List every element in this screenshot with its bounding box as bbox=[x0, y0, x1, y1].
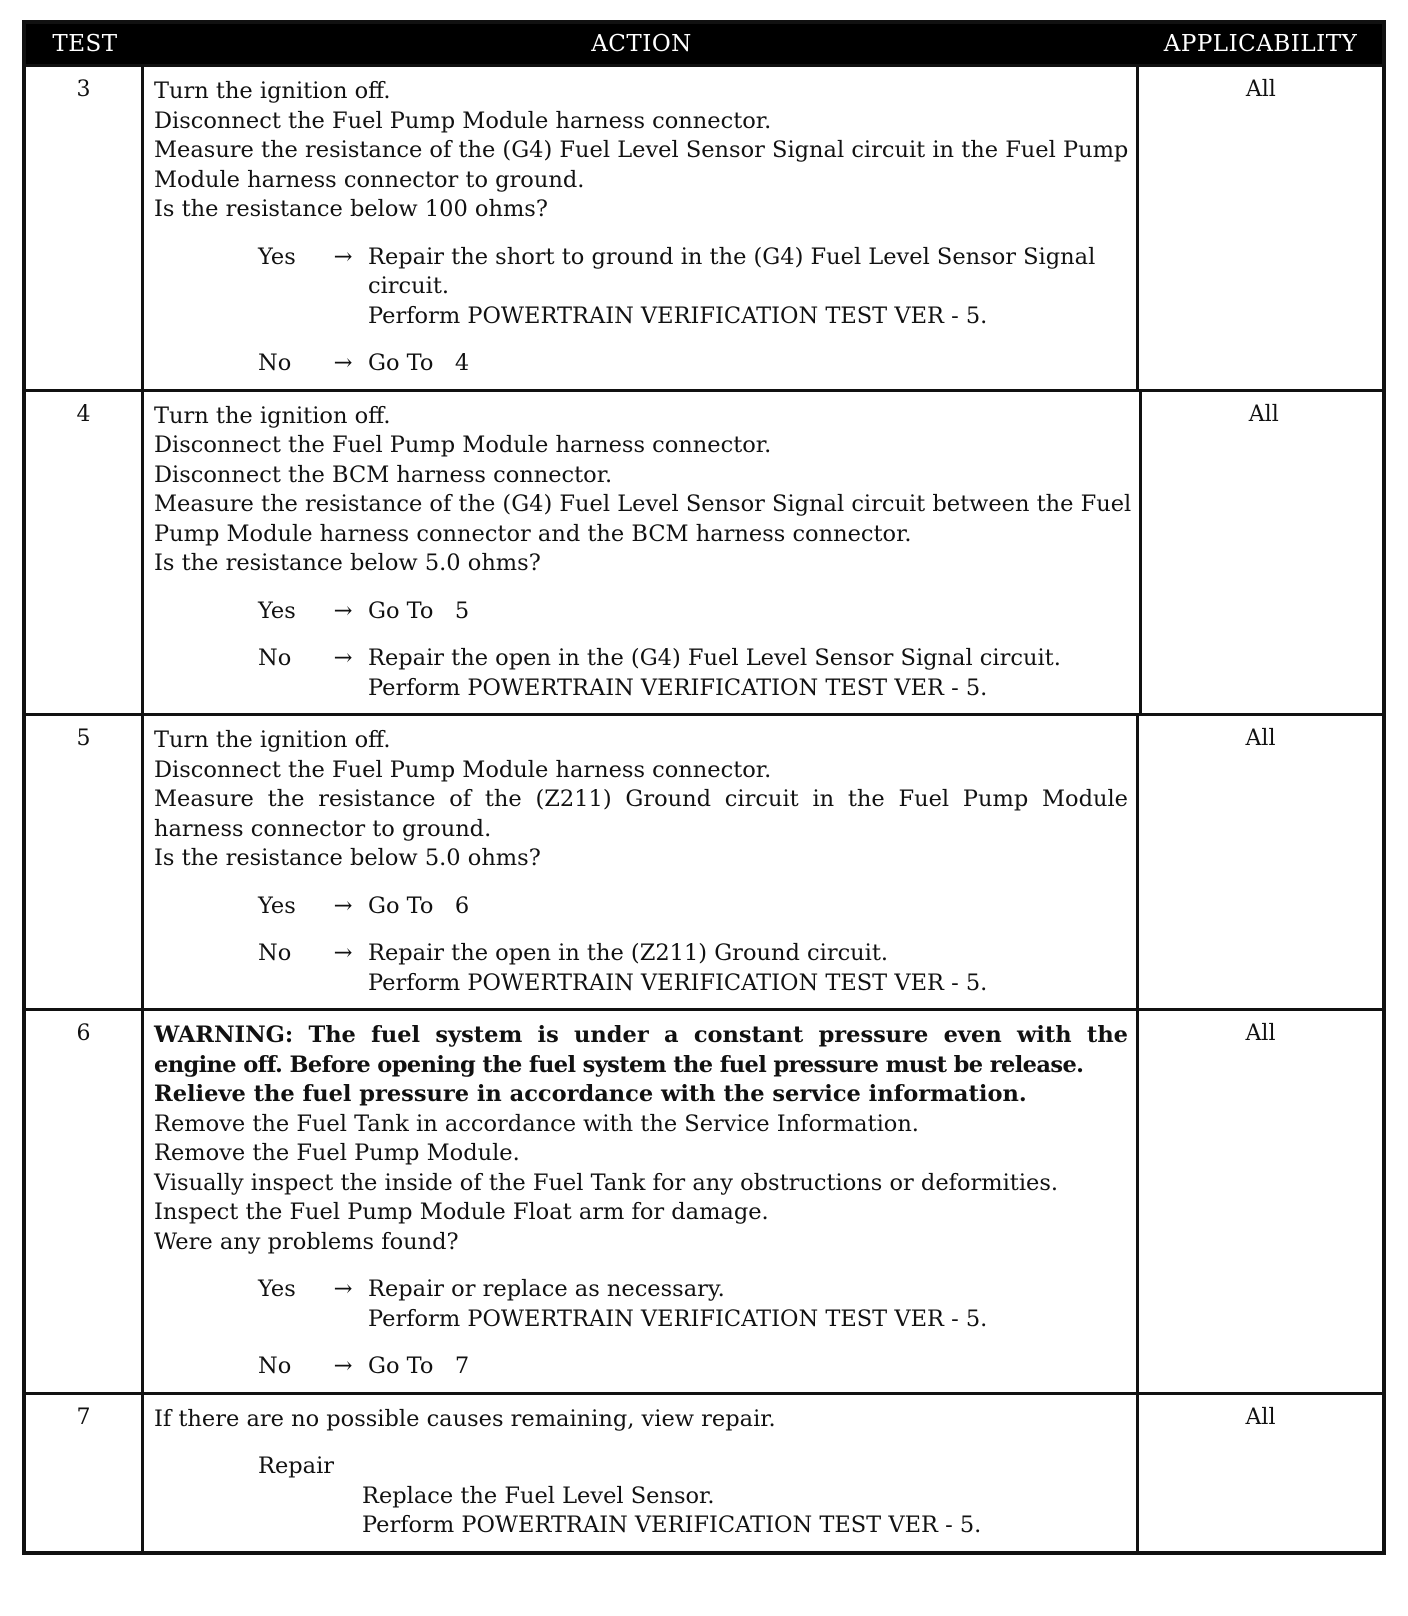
applicability-cell: All bbox=[1248, 401, 1279, 427]
table-row-test-5 bbox=[26, 713, 1382, 1008]
warning-line: WARNING: The fuel system is under a constant pressure even with the bbox=[154, 1022, 1128, 1048]
action-question: Is the resistance below 100 ohms? bbox=[154, 196, 548, 222]
table-row-test-3 bbox=[26, 64, 1382, 389]
arrow-icon: → bbox=[333, 940, 353, 966]
yes-branch bbox=[154, 243, 1128, 332]
test-number: 7 bbox=[26, 1395, 144, 1551]
table-header bbox=[26, 24, 1382, 64]
yes-label: Yes bbox=[258, 892, 296, 919]
result-line: Go To 5 bbox=[368, 597, 470, 624]
yes-branch bbox=[154, 892, 1128, 922]
action-line: Turn the ignition off. bbox=[154, 402, 391, 429]
action-line: Remove the Fuel Pump Module. bbox=[154, 1140, 520, 1166]
no-result bbox=[368, 644, 1131, 703]
table-row-test-4 bbox=[26, 389, 1382, 714]
header-applicability: APPLICABILITY bbox=[1163, 31, 1358, 57]
no-branch bbox=[154, 1352, 1128, 1382]
action-cell bbox=[144, 1011, 1139, 1392]
arrow-icon: → bbox=[333, 892, 353, 919]
table-row-test-7 bbox=[26, 1392, 1382, 1551]
arrow-icon: → bbox=[333, 243, 353, 270]
result-line: circuit. bbox=[368, 273, 450, 299]
test-number: 4 bbox=[26, 392, 144, 714]
action-line: Inspect the Fuel Pump Module Float arm for damage. bbox=[154, 1199, 769, 1225]
yes-result bbox=[368, 1275, 1128, 1334]
applicability-cell: All bbox=[1245, 1021, 1276, 1046]
result-line: Repair the open in the (G4) Fuel Level Sensor Signal circuit. bbox=[368, 645, 1061, 671]
action-line: Remove the Fuel Tank in accordance with the Service Information. bbox=[154, 1110, 919, 1137]
table-row-test-6 bbox=[26, 1008, 1382, 1392]
test-number: 3 bbox=[26, 67, 144, 389]
no-branch bbox=[154, 939, 1128, 998]
action-cell bbox=[144, 716, 1139, 1008]
no-label: No bbox=[258, 645, 292, 671]
action-cell bbox=[144, 392, 1142, 714]
repair-result bbox=[362, 1482, 1128, 1541]
applicability-cell: All bbox=[1245, 77, 1276, 102]
arrow-icon: → bbox=[333, 1276, 353, 1302]
result-line: Repair the short to ground in the (G4) Fuel Level Sensor Signal bbox=[368, 243, 1096, 270]
no-label: No bbox=[258, 1353, 292, 1379]
result-line: Go To 6 bbox=[368, 892, 470, 919]
result-line: Perform POWERTRAIN VERIFICATION TEST VER - 5. bbox=[368, 1305, 988, 1332]
action-line: Turn the ignition off. bbox=[154, 727, 391, 753]
result-line: Perform POWERTRAIN VERIFICATION TEST VER - 5. bbox=[362, 1512, 982, 1538]
result-line: Go To 7 bbox=[368, 1353, 470, 1379]
applicability-cell: All bbox=[1245, 726, 1276, 751]
no-result bbox=[368, 939, 1128, 998]
yes-branch bbox=[154, 1275, 1128, 1334]
action-line: Measure the resistance of the (Z211) Ground circuit in the Fuel Pump Module bbox=[154, 786, 1128, 812]
result-line: Repair the open in the (Z211) Ground circuit. bbox=[368, 940, 889, 966]
action-line: Disconnect the BCM harness connector. bbox=[154, 461, 613, 488]
test-number: 5 bbox=[26, 716, 144, 1008]
result-line: Perform POWERTRAIN VERIFICATION TEST VER - 5. bbox=[368, 969, 988, 996]
warning-line: engine off. Before opening the fuel system the fuel pressure must be release. bbox=[154, 1051, 1084, 1078]
arrow-icon: → bbox=[333, 645, 353, 671]
no-result bbox=[368, 1352, 1128, 1382]
action-line: Module harness connector to ground. bbox=[154, 166, 585, 193]
yes-result bbox=[368, 892, 1128, 922]
yes-result bbox=[368, 597, 1131, 627]
action-line: If there are no possible causes remaining, view repair. bbox=[154, 1405, 776, 1432]
header-test: TEST bbox=[52, 31, 118, 57]
action-question: Is the resistance below 5.0 ohms? bbox=[154, 550, 541, 576]
action-line: Disconnect the Fuel Pump Module harness connector. bbox=[154, 107, 772, 134]
result-line: Perform POWERTRAIN VERIFICATION TEST VER - 5. bbox=[368, 302, 988, 329]
result-line: Repair or replace as necessary. bbox=[368, 1276, 725, 1302]
diagnostic-test-table bbox=[22, 20, 1386, 1555]
action-line: harness connector to ground. bbox=[154, 815, 492, 842]
result-line: Perform POWERTRAIN VERIFICATION TEST VER - 5. bbox=[368, 674, 988, 701]
no-label: No bbox=[258, 940, 292, 966]
action-line: Pump Module harness connector and the BCM harness connector. bbox=[154, 520, 912, 547]
yes-result bbox=[368, 243, 1128, 332]
yes-label: Yes bbox=[258, 597, 296, 624]
action-question: Is the resistance below 5.0 ohms? bbox=[154, 845, 541, 871]
action-cell bbox=[144, 1395, 1139, 1551]
action-line: Turn the ignition off. bbox=[154, 78, 391, 104]
action-line: Visually inspect the inside of the Fuel Tank for any obstructions or deformities. bbox=[154, 1169, 1059, 1196]
repair-label: Repair bbox=[258, 1453, 335, 1479]
result-line: Go To 4 bbox=[368, 350, 470, 376]
yes-label: Yes bbox=[258, 1276, 296, 1302]
no-branch bbox=[154, 349, 1128, 379]
action-line: Measure the resistance of the (G4) Fuel Level Sensor Signal circuit in the Fuel Pump bbox=[154, 137, 1129, 163]
no-label: No bbox=[258, 350, 292, 376]
action-question: Were any problems found? bbox=[154, 1228, 459, 1255]
no-result bbox=[368, 349, 1128, 379]
arrow-icon: → bbox=[333, 1353, 353, 1379]
yes-branch bbox=[154, 597, 1131, 627]
action-line: Disconnect the Fuel Pump Module harness connector. bbox=[154, 756, 772, 783]
result-line: Replace the Fuel Level Sensor. bbox=[362, 1482, 715, 1509]
action-cell bbox=[144, 67, 1139, 389]
warning-line: Relieve the fuel pressure in accordance with the service information. bbox=[154, 1081, 1027, 1107]
action-line: Disconnect the Fuel Pump Module harness connector. bbox=[154, 432, 772, 458]
applicability-cell: All bbox=[1245, 1404, 1276, 1430]
action-line: Measure the resistance of the (G4) Fuel Level Sensor Signal circuit between the Fuel bbox=[154, 491, 1132, 517]
yes-label: Yes bbox=[258, 243, 296, 270]
header-action: ACTION bbox=[591, 31, 692, 57]
arrow-icon: → bbox=[333, 350, 353, 376]
arrow-icon: → bbox=[333, 597, 353, 624]
test-number: 6 bbox=[26, 1011, 144, 1392]
no-branch bbox=[154, 644, 1131, 703]
